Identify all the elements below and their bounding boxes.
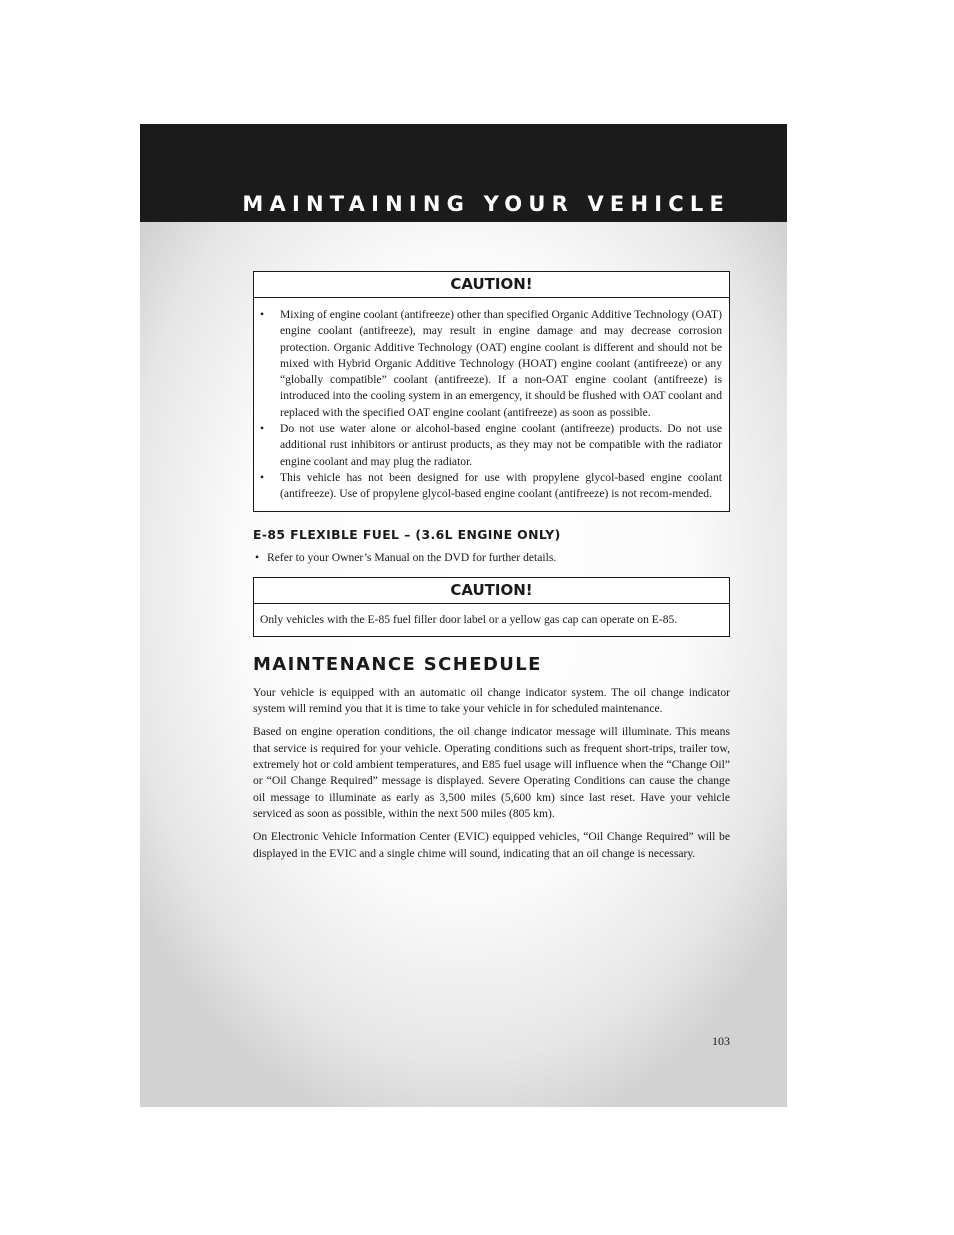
caution-heading: CAUTION!: [254, 578, 729, 604]
chapter-title: MAINTAINING YOUR VEHICLE: [242, 192, 730, 216]
manual-page: [140, 124, 787, 1107]
caution-item: • This vehicle has not been designed for use with propylene glycol-based engine coolant (antifreeze). Use of propylene glycol-based engine coolant (antifreeze) is not recom-mended.: [260, 470, 722, 503]
caution-box-coolant: [253, 271, 730, 512]
caution-item: • Do not use water alone or alcohol-based engine coolant (antifreeze) products. Do not use additional rust inhibitors or antirust products, as they may not be compatible with the radiator engine coolant and may plug the radiator.: [260, 421, 722, 470]
caution-box-e85: [253, 577, 730, 637]
paragraph: On Electronic Vehicle Information Center (EVIC) equipped vehicles, “Oil Change Required” will be displayed in the EVIC and a single chime will sound, indicating that an oil change is necessary.: [253, 830, 730, 860]
header-band: [140, 124, 787, 222]
e85-bullet: • Refer to your Owner’s Manual on the DVD for further details.: [253, 550, 730, 566]
page-number: 103: [712, 1034, 730, 1048]
caution-text: Only vehicles with the E-85 fuel filler door label or a yellow gas cap can operate on E-85.: [260, 612, 678, 626]
caution-item: • Mixing of engine coolant (antifreeze) other than specified Organic Additive Technology (OAT) engine coolant (antifreeze), may result in engine damage and may decrease corrosion protection. Organic Additive Technology (OAT) engine coolant is different and should not be mixed with Hybrid Organic Additive Technology (HOAT) engine coolant (antifreeze) or any “globally compatible” coolant (antifreeze). If a non-OAT engine coolant (antifreeze) is introduced into the cooling system in an emergency, it should be flushed with OAT coolant and replaced with the specified OAT engine coolant (antifreeze) as soon as possible.: [260, 307, 722, 421]
caution-list: [260, 307, 722, 503]
e85-heading: E-85 FLEXIBLE FUEL – (3.6L ENGINE ONLY): [253, 526, 561, 542]
paragraph: Based on engine operation conditions, the oil change indicator message will illuminate. This means that service is required for your vehicle. Operating conditions such as frequent short-trips, trailer tow, extremely hot or cold ambient temperatures, and E85 fuel usage will influence when the “Change Oil” or “Oil Change Required” message is displayed. Severe Operating Conditions can cause the change oil message to illuminate as early as 3,500 miles (5,600 km) since last reset. Have your vehicle serviced as soon as possible, within the next 500 miles (805 km).: [253, 725, 730, 820]
maintenance-schedule-heading: MAINTENANCE SCHEDULE: [253, 653, 542, 675]
paragraph: Your vehicle is equipped with an automatic oil change indicator system. The oil change indicator system will remind you that it is time to take your vehicle in for scheduled maintenance.: [253, 685, 730, 716]
page-content: [253, 271, 730, 869]
caution-heading: CAUTION!: [254, 272, 729, 298]
caution-body: [254, 298, 729, 511]
